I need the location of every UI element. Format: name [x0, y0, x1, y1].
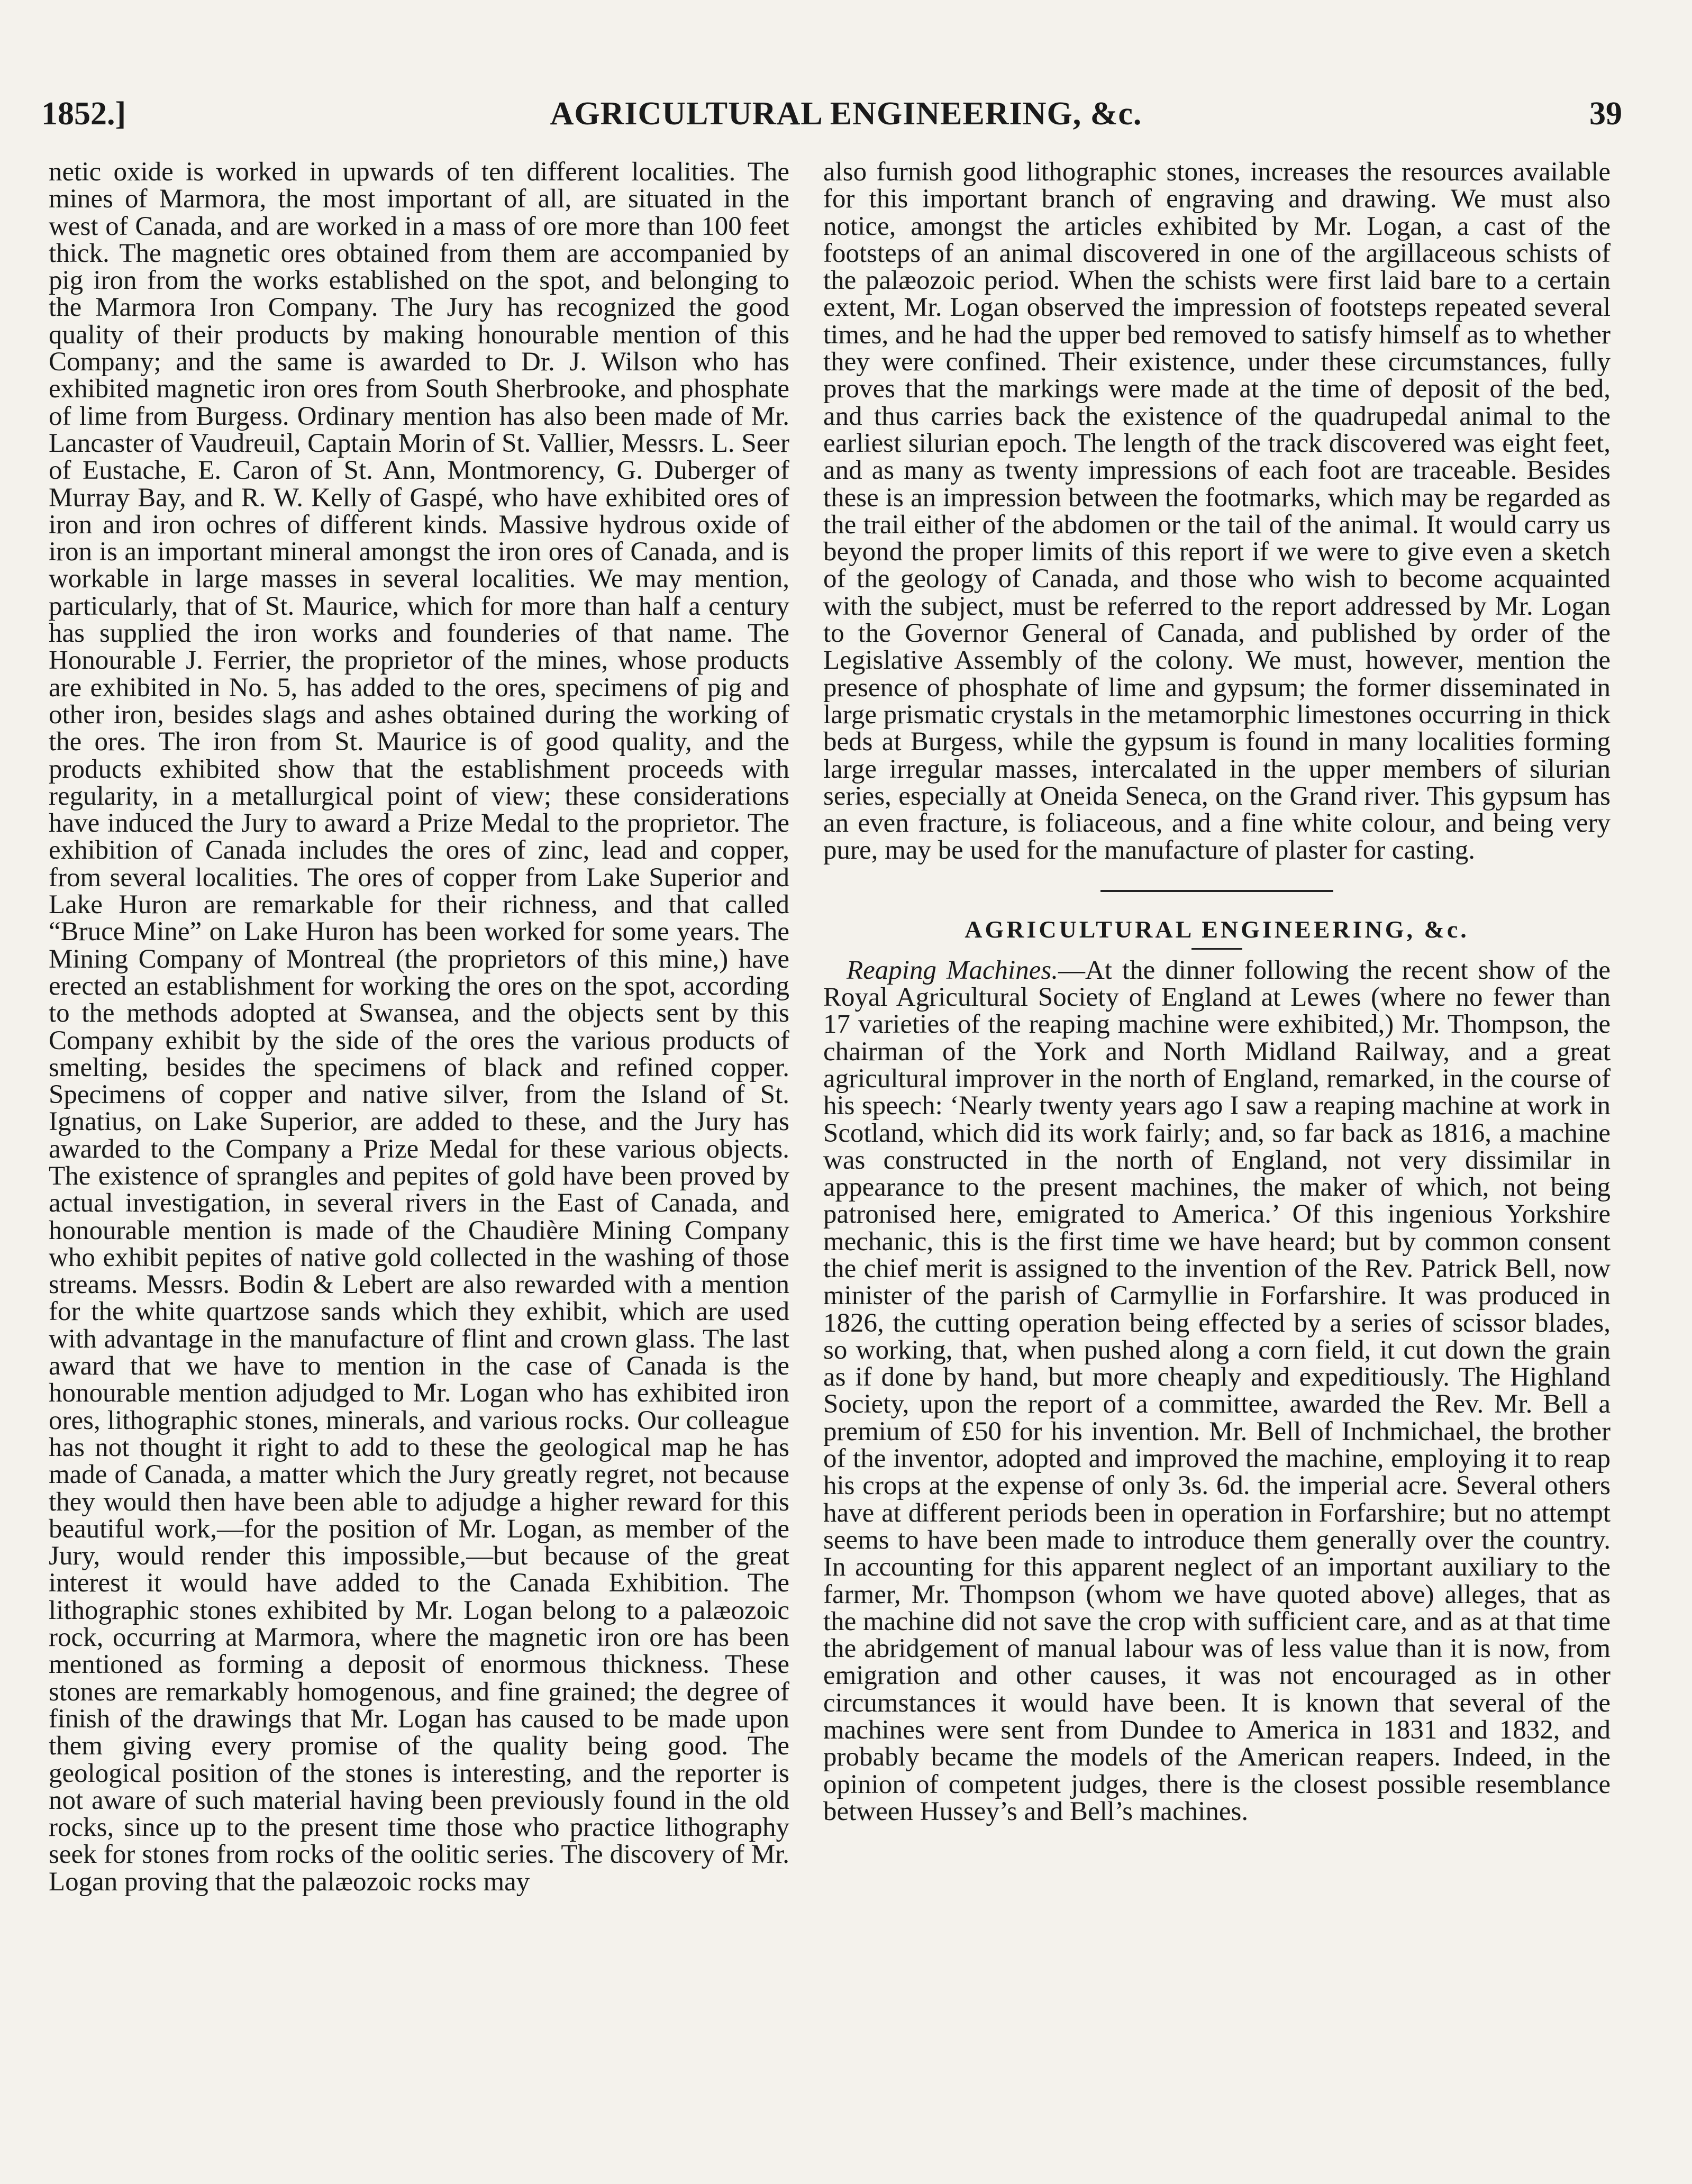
left-column	[49, 159, 789, 1896]
running-title: AGRICULTURAL ENGINEERING, &c.	[550, 96, 1142, 132]
left-column-paragraph: netic oxide is worked in upwards of ten different localities. The mines of Marmora, the most important of all, are situated in the west of Canada, and are worked in a mass of ore more than 100 feet thick. The magnetic ores obtained from them are accompanied by pig iron from the works established on the spot, and belonging to the Marmora Iron Company. The Jury has recognized the good quality of their products by making honourable mention of this Company; and the same is awarded to Dr. J. Wilson who has exhibited magnetic iron ores from South Sherbrooke, and phosphate of lime from Burgess. Ordinary mention has also been made of Mr. Lancaster of Vaudreuil, Captain Morin of St. Vallier, Messrs. L. Seer of Eustache, E. Caron of St. Ann, Montmorency, G. Duberger of Murray Bay, and R. W. Kelly of Gaspé, who have exhibited ores of iron and iron ochres of different kinds. Massive hydrous oxide of iron is an important mineral amongst the iron ores of Canada, and is workable in large masses in several localities. We may mention, particularly, that of St. Maurice, which for more than half a century has supplied the iron works and founderies of that name. The Honourable J. Ferrier, the proprietor of the mines, whose products are exhibited in No. 5, has added to the ores, specimens of pig and other iron, besides slags and ashes obtained during the working of the ores. The iron from St. Maurice is of good quality, and the products exhibited show that the establishment proceeds with regularity, in a metallurgical point of view; these considerations have induced the Jury to award a Prize Medal to the proprietor. The exhibition of Canada includes the ores of zinc, lead and copper, from several localities. The ores of copper from Lake Superior and Lake Huron are remarkable for their richness, and that called “Bruce Mine” on Lake Huron has been worked for some years. The Mining Company of Montreal (the proprietors of this mine,) have erected an establishment for working the ores on the spot, according to the methods adopted at Swansea, and the objects sent by this Company exhibit by the side of the ores the various products of smelting, besides the specimens of black and refined copper. Specimens of copper and native silver, from the Island of St. Ignatius, on Lake Superior, are added to these, and the Jury has awarded to the Company a Prize Medal for these various objects. The existence of sprangles and pepites of gold have been proved by actual investigation, in several rivers in the East of Canada, and honourable mention is made of the Chaudière Mining Company who exhibit pepites of native gold collected in the washing of those streams. Messrs. Bodin & Lebert are also rewarded with a mention for the white quartzose sands which they exhibit, which are used with advantage in the manufacture of flint and crown glass. The last award that we have to mention in the case of Canada is the honourable mention adjudged to Mr. Logan who has exhibited iron ores, lithographic stones, minerals, and various rocks. Our colleague has not thought it right to add to these the geological map he has made of Canada, a matter which the Jury greatly regret, not because they would then have been able to adjudge a higher reward for this beautiful work,—for the position of Mr. Logan, as member of the Jury, would render this impossible,—but because of the great interest it would have added to the Canada Exhibition. The lithographic stones exhibited by Mr. Logan belong to a palæozoic rock, occurring at Marmora, where the magnetic iron ore has been mentioned as forming a deposit of enormous thickness. These stones are remarkably homogenous, and fine grained; the degree of finish of the drawings that Mr. Logan has caused to be made upon them giving every promise of the quality being good. The geological position of the stones is interesting, and the reporter is not aware of such material having been previously found in the old rocks, since up to the present time those who practice lithography seek for stones from rocks of the oolitic series. The discovery of Mr. Logan proving that the palæozoic rocks may	[49, 157, 789, 1897]
heading-underline	[1191, 948, 1242, 950]
paragraph-2-body: —At the dinner following the recent show of the Royal Agricultural Society of England at Lewes (where no fewer than 17 varieties of the reaping machine were exhibited,) Mr. Thompson, the chairman of the York and North Midland Railway, and a great agricultural improver in the north of England, remarked, in the course of his speech: ‘Nearly twenty years ago I saw a reaping machine at work in Scotland, which did its work fairly; and, so far back as 1816, a machine was constructed in the north of England, not very dissimilar in appearance to the present machines, the maker of which, not being patronised here, emigrated to America.’ Of this ingenious Yorkshire mechanic, this is the first time we have heard; but by common consent the chief merit is assigned to the invention of the Rev. Patrick Bell, now minister of the parish of Carmyllie in Forfarshire. It was produced in 1826, the cutting operation being effected by a series of scissor blades, so working, that, when pushed along a corn field, it cut down the grain as if done by hand, but more cheaply and expeditiously. The Highland Society, upon the report of a committee, awarded the Rev. Mr. Bell a premium of £50 for his invention. Mr. Bell of Inchmichael, the brother of the inventor, adopted and improved the machine, employing it to reap his crops at the expense of only 3s. 6d. the imperial acre. Several others have at different periods been in operation in Forfarshire; but no attempt seems to have been made to introduce them generally over the country. In accounting for this apparent neglect of an important auxiliary to the farmer, Mr. Thompson (whom we have quoted above) alleges, that as the machine did not save the crop with sufficient care, and as at that time the abridgement of manual labour was of less value than it is now, from emigration and other causes, it was not encouraged as in other circumstances it would have been. It is known that several of the machines were sent from Dundee to America in 1831 and 1832, and probably became the models of the American reapers. Indeed, in the opinion of competent judges, there is the closest possible resemblance between Hussey’s and Bell’s machines.	[823, 955, 1611, 1826]
page-number: 39	[1589, 96, 1622, 132]
right-column	[823, 159, 1611, 1825]
header-year: 1852.]	[41, 96, 126, 132]
paragraph-lead-in: Reaping Machines.	[847, 955, 1058, 985]
section-divider	[1100, 890, 1333, 892]
section-heading: AGRICULTURAL ENGINEERING, &c.	[965, 915, 1469, 943]
right-column-paragraph-1: also furnish good lithographic stones, increases the resources available for this important branch of engraving and drawing. We must also notice, amongst the articles exhibited by Mr. Logan, a cast of the footsteps of an animal discovered in one of the argillaceous schists of the palæozoic period. When the schists were first laid bare to a certain extent, Mr. Logan observed the impression of footsteps repeated several times, and he had the upper bed removed to satisfy himself as to whether they were confined. Their existence, under these circumstances, fully proves that the markings were made at the time of deposit of the bed, and thus carries back the existence of the quadrupedal animal to the earliest silurian epoch. The length of the track discovered was eight feet, and as many as twenty impressions of each foot are traceable. Besides these is an impression between the footmarks, which may be regarded as the trail either of the abdomen or the tail of the animal. It would carry us beyond the proper limits of this report if we were to give even a sketch of the geology of Canada, and those who wish to become acquainted with the subject, must be referred to the report addressed by Mr. Logan to the Governor General of Canada, and published by order of the Legislative Assembly of the colony. We must, however, mention the presence of phosphate of lime and gypsum; the former disseminated in large prismatic crystals in the metamorphic limestones occurring in thick beds at Burgess, while the gypsum is found in many localities forming large irregular masses, intercalated in the upper members of silurian series, especially at Oneida Seneca, on the Grand river. This gypsum has an even fracture, is foliaceous, and a fine white colour, and being very pure, may be used for the manufacture of plaster for casting.	[823, 157, 1611, 866]
right-column-paragraph-2	[823, 957, 1611, 1826]
